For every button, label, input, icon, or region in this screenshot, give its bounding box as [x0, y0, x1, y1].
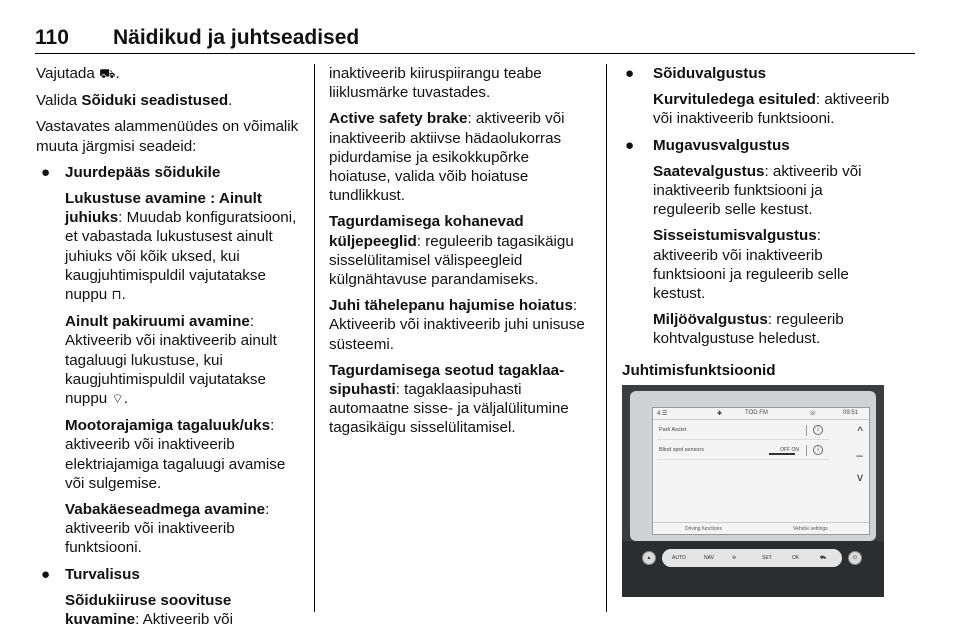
hazard-button[interactable]: ▲	[642, 551, 656, 565]
display-screen	[652, 407, 870, 535]
on-off-toggle[interactable]: OFF ON	[780, 447, 799, 453]
set-button[interactable]: SET	[762, 555, 772, 561]
page-header	[35, 26, 915, 54]
scroll-up-icon[interactable]: ^	[857, 424, 863, 438]
tab-driving-functions[interactable]: Driving functions	[685, 526, 722, 532]
setting-item: Juhi tähelepanu hajumise hoiatus: Aktiveerib või inaktiveerib juhi unisuse süsteemi.	[329, 297, 585, 353]
bullet-item: ● Turvalisus	[41, 565, 140, 583]
tab-vehicle-settings[interactable]: Vehicle settings	[793, 526, 828, 532]
info-icon[interactable]: i	[813, 425, 823, 435]
setting-item: Miljöövalgustus: reguleerib kohtvalgustuse heledust.	[653, 311, 844, 348]
power-button[interactable]: ⏻	[848, 551, 862, 565]
bullet-icon: ●	[625, 65, 635, 82]
display-bezel	[630, 391, 876, 541]
unlock-button-icon: ⊓	[111, 288, 122, 304]
setting-item: Mootorajamiga tagaluuk/uks: aktiveerib või inaktiveerib elektriajamiga tagaluugi avamise või sulgemise.	[65, 417, 286, 492]
vehicle-icon[interactable]: ⛟	[820, 555, 827, 561]
tailgate-button-icon: ⌔	[111, 392, 124, 408]
hardware-buttons	[622, 541, 884, 597]
paragraph: Vajutada ⛟.	[36, 65, 120, 82]
infotainment-photo	[622, 385, 884, 597]
bullet-icon: ●	[41, 163, 51, 181]
setting-item: Saatevalgustus: aktiveerib või inaktiveerib funktsiooni ja reguleerib selle kestust.	[653, 162, 862, 219]
setting-item: Vabakäeseadmega avamine: aktiveerib või inaktiveerib funktsiooni.	[65, 501, 270, 557]
paragraph: Vastavates alammenüüdes on võimalik muuta järgmisi seadeid:	[36, 118, 299, 155]
bullet-item: ● Juurdepääs sõidukile	[41, 163, 221, 181]
bottom-tabs	[653, 522, 869, 534]
bullet-item: ● Sõiduvalgustus	[625, 65, 767, 82]
vehicle-settings-icon: ⛟	[99, 67, 116, 82]
setting-item: Lukustuse avamine : Ainult juhiuks: Muudab konfiguratsiooni, et vabastada lukustusest ainult juhiuks või kõik uksed, kui kaugjuhtimispuldil vajutatakse nuppu ⊓.	[65, 190, 297, 304]
paragraph: Valida Sõiduki seadistused.	[36, 92, 233, 110]
setting-item: Sõidukiiruse soovituse kuvamine: Aktiveerib või	[65, 591, 233, 629]
info-icon[interactable]: i	[813, 445, 823, 455]
setting-item: Ainult pakiruumi avamine: Aktiveerib või inaktiveerib ainult tagaluugi lukustuse, kui kaugjuhtimispuldil vajutatakse nuppu ⌔.	[65, 313, 277, 408]
setting-item: Sisseistumisvalgustus: aktiveerib või inaktiveerib funktsiooni ja reguleerib selle kestust.	[653, 227, 849, 303]
bullet-icon: ●	[625, 136, 635, 154]
setting-item: Kurvituledega esituled: aktiveerib või inaktiveerib funktsiooni.	[653, 91, 890, 128]
setting-row[interactable]: Blind spot sensors OFF ON i	[657, 442, 829, 460]
bullet-item: ● Mugavusvalgustus	[625, 136, 790, 154]
column-divider-1	[314, 64, 315, 612]
setting-item: Tagurdamisega kohanevad küljepeeglid: reguleerib tagasikäigu sisselülitamisel välispeegleid külgnähtavuse parandamiseks.	[329, 213, 574, 289]
section-heading: Juhtimisfunktsioonid	[622, 361, 776, 379]
nav-button[interactable]: NAV	[704, 555, 714, 561]
page-number: 110	[35, 26, 69, 49]
column-2	[329, 64, 593, 445]
chapter-title: Näidikud ja juhtseadised	[113, 26, 360, 49]
paragraph: inaktiveerib kiiruspiirangu teabe liiklusmärke tuvastades.	[329, 65, 542, 102]
scroll-position-icon: –	[856, 448, 863, 462]
setting-row[interactable]: Park Assist i	[657, 422, 829, 440]
bullet-icon: ●	[41, 565, 51, 583]
phone-icon: ☏	[809, 411, 817, 417]
column-3	[622, 64, 890, 390]
column-divider-2	[606, 64, 607, 612]
column-1	[36, 64, 304, 636]
scroll-down-icon[interactable]: v	[857, 470, 863, 484]
gear-icon: ✱	[717, 411, 723, 417]
ok-button[interactable]: OK	[792, 555, 800, 561]
setting-item: Tagurdamisega seotud tagaklaa-sipuhasti: tagaklaasipuhasti automaatne sisse- ja väljalülitumine tagasikäigu sisselülitamisel.	[329, 361, 569, 437]
auto-button[interactable]: AUTO	[672, 555, 686, 561]
status-bar: 4 ☰ ✱ TOD FM ☏ 09:51	[653, 408, 869, 420]
climate-button-bar	[662, 549, 842, 567]
fan-icon[interactable]: ✣	[732, 555, 737, 561]
setting-item: Active safety brake: aktiveerib või inaktiveerib aktiivse hädaolukorras pidurdamise ja esikokkupõrke hoiatuse, valida võib hoiatuse tundlikkust.	[329, 110, 565, 205]
